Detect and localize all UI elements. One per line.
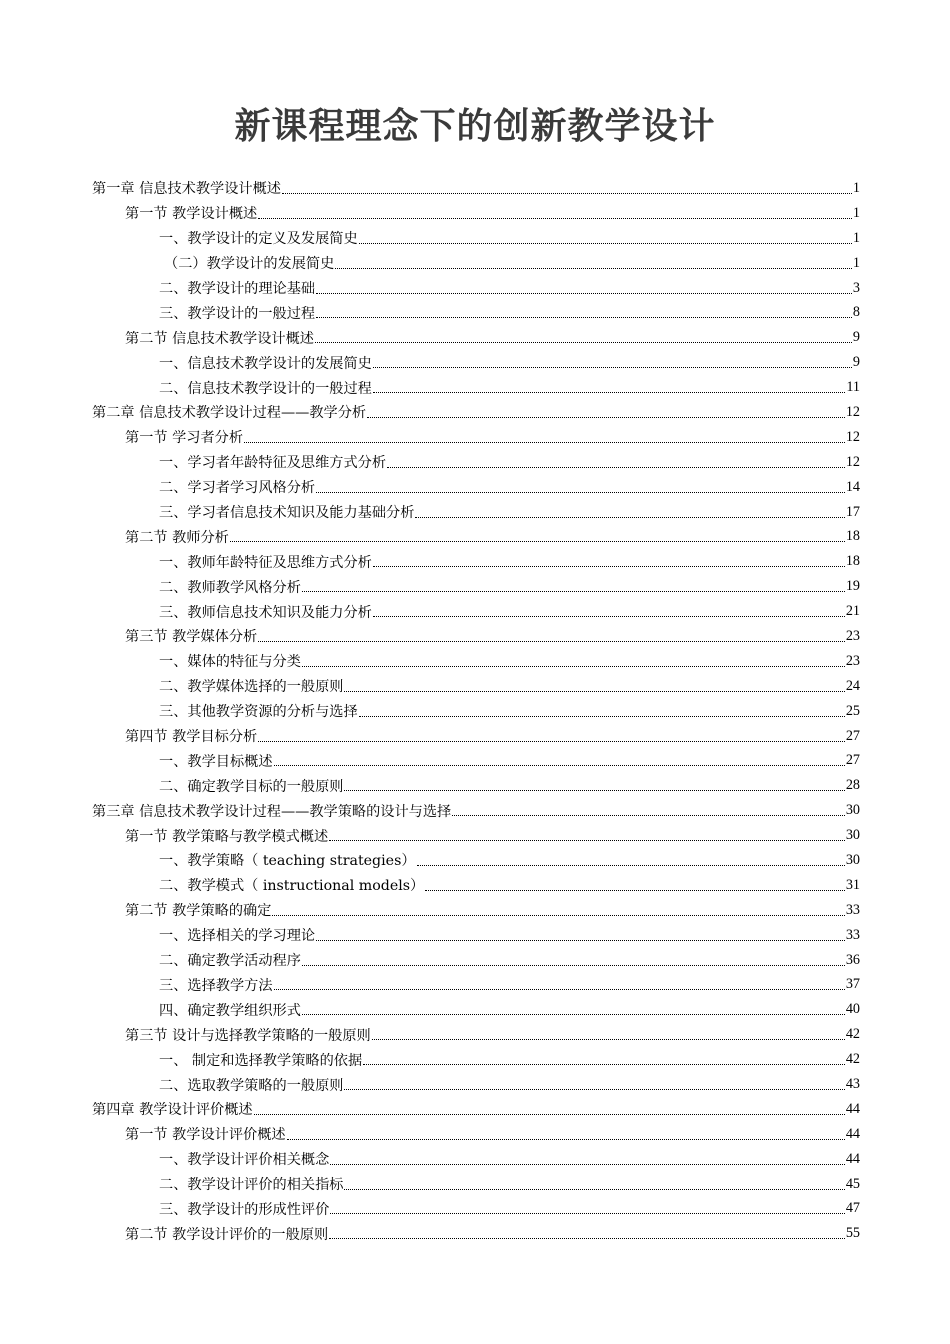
toc-dot-leader: [258, 217, 852, 219]
toc-entry-label: 二、确定教学活动程序: [159, 950, 301, 970]
toc-dot-leader: [330, 1212, 845, 1214]
toc-entry-page-number: 18: [845, 528, 860, 545]
toc-entry-label: 三、选择教学方法: [159, 975, 273, 995]
toc-entry-label: 二、学习者学习风格分析: [159, 477, 315, 497]
toc-entry-page-number: 25: [845, 702, 860, 719]
toc-dot-leader: [335, 267, 852, 269]
toc-dot-leader: [363, 1063, 845, 1065]
toc-entry[interactable]: [92, 1022, 860, 1047]
toc-dot-leader: [373, 366, 852, 368]
toc-entry-page-number: 24: [845, 677, 860, 694]
toc-dot-leader: [258, 740, 845, 742]
toc-entry-page-number: 27: [845, 727, 860, 744]
toc-dot-leader: [274, 764, 845, 766]
toc-entry[interactable]: [92, 773, 860, 798]
toc-entry-label: 第一章 信息技术教学设计概述: [92, 178, 281, 198]
toc-entry-page-number: 1: [852, 254, 860, 271]
toc-dot-leader: [302, 964, 845, 966]
toc-entry[interactable]: [92, 450, 860, 475]
toc-entry-label: 一、教学目标概述: [159, 751, 273, 771]
toc-entry-label: 二、教师教学风格分析: [159, 577, 301, 597]
toc-dot-leader: [230, 540, 845, 542]
toc-entry-label: （二）教学设计的发展简史: [164, 253, 334, 273]
toc-dot-leader: [329, 839, 845, 841]
toc-entry-page-number: 55: [845, 1225, 860, 1242]
toc-entry[interactable]: [92, 973, 860, 998]
toc-dot-leader: [302, 665, 845, 667]
toc-entry-label: 第三节 教学媒体分析: [125, 626, 257, 646]
toc-dot-leader: [373, 615, 845, 617]
toc-entry-page-number: 30: [845, 851, 860, 868]
toc-entry[interactable]: [92, 923, 860, 948]
toc-entry-label: 二、教学设计的理论基础: [159, 278, 315, 298]
toc-entry[interactable]: [92, 1072, 860, 1097]
toc-dot-leader: [272, 914, 844, 916]
toc-entry-page-number: 30: [845, 802, 860, 819]
toc-entry-page-number: 1: [852, 179, 860, 196]
toc-entry-page-number: 42: [845, 1051, 860, 1068]
toc-entry[interactable]: [92, 599, 860, 624]
toc-entry[interactable]: [92, 276, 860, 301]
toc-entry[interactable]: [92, 1047, 860, 1072]
toc-entry-label: 一、教学策略（ teaching strategies）: [159, 850, 416, 870]
toc-entry-page-number: 40: [845, 1001, 860, 1018]
toc-entry-label: 一、媒体的特征与分类: [159, 651, 301, 671]
table-of-contents: [92, 176, 860, 1246]
toc-dot-leader: [316, 292, 852, 294]
toc-entry-label: 一、信息技术教学设计的发展简史: [159, 353, 372, 373]
toc-entry-page-number: 44: [845, 1125, 860, 1142]
toc-entry[interactable]: [92, 798, 860, 823]
toc-entry[interactable]: [92, 524, 860, 549]
toc-entry-label: 三、学习者信息技术知识及能力基础分析: [159, 502, 414, 522]
toc-dot-leader: [316, 316, 852, 318]
toc-entry[interactable]: [92, 475, 860, 500]
toc-dot-leader: [344, 690, 844, 692]
toc-entry[interactable]: [92, 1147, 860, 1172]
toc-entry-label: 一、教学设计评价相关概念: [159, 1149, 329, 1169]
toc-entry[interactable]: [92, 997, 860, 1022]
toc-entry[interactable]: [92, 574, 860, 599]
toc-entry-label: 一、学习者年龄特征及思维方式分析: [159, 452, 386, 472]
toc-entry-label: 第二节 教学设计评价的一般原则: [125, 1224, 328, 1244]
toc-entry-label: 二、选取教学策略的一般原则: [159, 1075, 343, 1095]
toc-entry[interactable]: [92, 948, 860, 973]
toc-dot-leader: [373, 565, 845, 567]
toc-entry-page-number: 23: [845, 627, 860, 644]
toc-entry-label: 一、教学设计的定义及发展简史: [159, 228, 358, 248]
toc-entry[interactable]: [92, 226, 860, 251]
toc-entry-page-number: 47: [845, 1200, 860, 1217]
toc-entry-page-number: 21: [845, 603, 860, 620]
toc-entry-label: 二、确定教学目标的一般原则: [159, 776, 343, 796]
toc-entry-label: 第一节 学习者分析: [125, 427, 243, 447]
toc-entry-page-number: 44: [845, 1150, 860, 1167]
toc-entry[interactable]: [92, 1221, 860, 1246]
toc-entry-label: 四、确定教学组织形式: [159, 1000, 301, 1020]
toc-entry-page-number: 12: [845, 428, 860, 445]
toc-entry-page-number: 30: [845, 827, 860, 844]
toc-entry[interactable]: [92, 873, 860, 898]
toc-entry-label: 二、信息技术教学设计的一般过程: [159, 378, 372, 398]
toc-entry[interactable]: [92, 251, 860, 276]
toc-entry[interactable]: [92, 375, 860, 400]
toc-entry-label: 二、教学媒体选择的一般原则: [159, 676, 343, 696]
toc-entry[interactable]: [92, 748, 860, 773]
toc-entry-page-number: 12: [845, 403, 860, 420]
toc-entry[interactable]: [92, 400, 860, 425]
toc-entry-page-number: 43: [845, 1076, 860, 1092]
toc-entry-label: 一、选择相关的学习理论: [159, 925, 315, 945]
toc-entry-page-number: 45: [845, 1175, 860, 1192]
toc-entry-page-number: 33: [845, 901, 860, 918]
toc-entry-label: 三、教师信息技术知识及能力分析: [159, 602, 372, 622]
toc-entry[interactable]: [92, 425, 860, 450]
toc-entry-page-number: 3: [852, 279, 860, 296]
toc-entry-page-number: 18: [845, 553, 860, 570]
toc-entry-page-number: 23: [845, 652, 860, 669]
toc-entry-label: 第四节 教学目标分析: [125, 726, 257, 746]
toc-dot-leader: [417, 864, 845, 866]
toc-entry[interactable]: [92, 201, 860, 226]
toc-entry-page-number: 27: [845, 752, 860, 769]
toc-entry[interactable]: [92, 500, 860, 525]
toc-entry-page-number: 1: [852, 204, 860, 221]
toc-entry-page-number: 14: [845, 478, 860, 495]
toc-entry-page-number: 31: [845, 876, 860, 893]
toc-entry-label: 第二章 信息技术教学设计过程——教学分析: [92, 402, 366, 422]
toc-dot-leader: [302, 590, 845, 592]
toc-dot-leader: [359, 242, 852, 244]
toc-dot-leader: [372, 1038, 845, 1040]
toc-dot-leader: [330, 1163, 845, 1165]
toc-entry-label: 一、 制定和选择教学策略的依据: [159, 1050, 362, 1070]
toc-entry-page-number: 9: [852, 329, 860, 346]
toc-entry[interactable]: [92, 674, 860, 699]
toc-entry-page-number: 37: [845, 976, 860, 993]
toc-entry[interactable]: [92, 549, 860, 574]
toc-entry[interactable]: [92, 1097, 860, 1122]
toc-entry-label: 第一节 教学设计评价概述: [125, 1124, 286, 1144]
toc-dot-leader: [287, 1138, 845, 1140]
toc-entry[interactable]: [92, 1122, 860, 1147]
toc-entry-label: 第四章 教学设计评价概述: [92, 1099, 253, 1119]
document-title: 新课程理念下的创新教学设计: [234, 105, 716, 147]
toc-entry[interactable]: [92, 325, 860, 350]
toc-entry-label: 第三节 设计与选择教学策略的一般原则: [125, 1025, 371, 1045]
toc-dot-leader: [367, 416, 845, 418]
toc-entry-page-number: 17: [845, 503, 860, 520]
toc-entry-label: 二、教学模式（ instructional models）: [159, 875, 424, 895]
toc-entry-page-number: 11: [846, 379, 860, 396]
toc-entry[interactable]: [92, 350, 860, 375]
toc-entry-page-number: 9: [852, 354, 860, 371]
toc-entry-page-number: 28: [845, 777, 860, 794]
toc-entry-label: 三、教学设计的一般过程: [159, 303, 315, 323]
toc-dot-leader: [274, 988, 845, 990]
toc-dot-leader: [244, 441, 845, 443]
toc-entry-page-number: 33: [845, 926, 860, 943]
toc-dot-leader: [387, 466, 845, 468]
toc-dot-leader: [258, 640, 845, 642]
toc-dot-leader: [316, 491, 845, 493]
toc-entry[interactable]: [92, 300, 860, 325]
toc-dot-leader: [315, 341, 852, 343]
toc-dot-leader: [344, 1188, 844, 1190]
toc-entry-label: 第一节 教学设计概述: [125, 203, 257, 223]
toc-dot-leader: [254, 1113, 845, 1115]
toc-dot-leader: [282, 192, 852, 194]
toc-entry-label: 二、教学设计评价的相关指标: [159, 1174, 343, 1194]
toc-entry[interactable]: [92, 724, 860, 749]
toc-entry-page-number: 36: [845, 951, 860, 968]
toc-dot-leader: [344, 789, 844, 791]
toc-dot-leader: [302, 1013, 845, 1015]
toc-entry[interactable]: [92, 649, 860, 674]
toc-entry-label: 三、教学设计的形成性评价: [159, 1199, 329, 1219]
toc-entry[interactable]: [92, 848, 860, 873]
toc-entry[interactable]: [92, 176, 860, 201]
toc-entry-label: 第二节 教学策略的确定: [125, 900, 271, 920]
toc-entry-page-number: 12: [845, 453, 860, 470]
toc-entry-label: 第二节 教师分析: [125, 527, 229, 547]
toc-entry-label: 一、教师年龄特征及思维方式分析: [159, 552, 372, 572]
toc-entry-label: 第三章 信息技术教学设计过程——教学策略的设计与选择: [92, 801, 451, 821]
toc-entry-page-number: 42: [845, 1026, 860, 1043]
toc-entry[interactable]: [92, 1172, 860, 1197]
toc-dot-leader: [415, 516, 844, 518]
toc-dot-leader: [452, 814, 845, 816]
toc-entry-page-number: 1: [852, 229, 860, 246]
toc-entry-label: 第一节 教学策略与教学模式概述: [125, 826, 328, 846]
toc-entry-label: 三、其他教学资源的分析与选择: [159, 701, 358, 721]
toc-entry[interactable]: [92, 699, 860, 724]
toc-entry[interactable]: [92, 1197, 860, 1222]
toc-dot-leader: [329, 1237, 845, 1239]
toc-entry-page-number: 19: [845, 578, 860, 595]
toc-dot-leader: [425, 889, 845, 891]
toc-entry[interactable]: [92, 823, 860, 848]
toc-entry[interactable]: [92, 898, 860, 923]
toc-dot-leader: [373, 391, 846, 393]
toc-dot-leader: [344, 1088, 844, 1090]
toc-dot-leader: [316, 939, 845, 941]
toc-entry-page-number: 44: [845, 1100, 860, 1117]
toc-dot-leader: [359, 715, 845, 717]
toc-entry[interactable]: [92, 624, 860, 649]
toc-entry-page-number: 8: [852, 304, 860, 321]
toc-entry-label: 第二节 信息技术教学设计概述: [125, 328, 314, 348]
